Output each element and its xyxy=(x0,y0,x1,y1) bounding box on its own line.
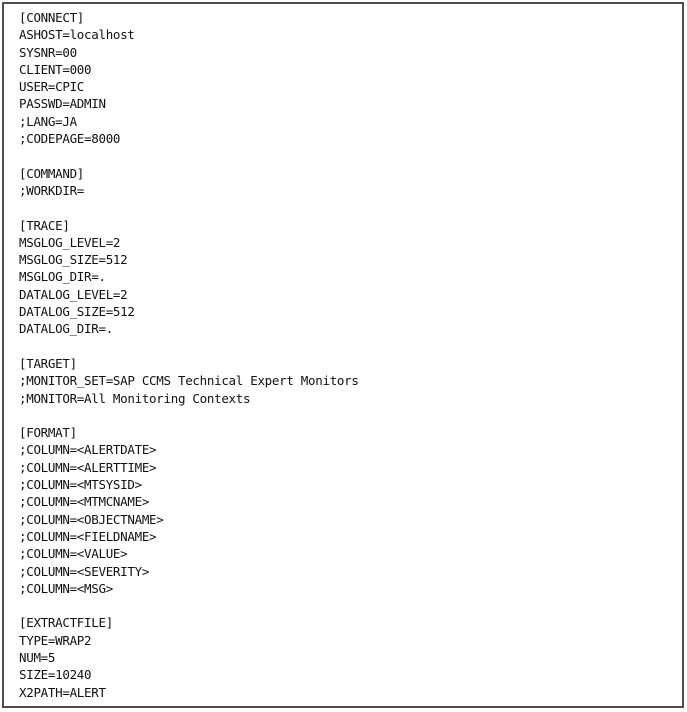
config-line: ;WORKDIR= xyxy=(19,182,85,198)
config-line: MSGLOG_LEVEL=2 xyxy=(19,234,121,250)
config-line: ;COLUMN=<ALERTTIME> xyxy=(19,459,157,475)
config-line: SIZE=10240 xyxy=(19,667,92,683)
config-line: ASHOST=localhost xyxy=(19,27,135,43)
section-header: [CONNECT] xyxy=(19,10,85,25)
config-line: SYSNR=00 xyxy=(19,44,77,60)
config-line: DATALOG_LEVEL=2 xyxy=(19,286,128,302)
config-line: ;COLUMN=<FIELDNAME> xyxy=(19,528,157,544)
config-section xyxy=(19,424,676,597)
config-line: CLIENT=000 xyxy=(19,61,92,77)
config-line: ;COLUMN=<MTMCNAME> xyxy=(19,494,150,510)
config-line: ;COLUMN=<MSG> xyxy=(19,580,113,596)
config-line: USER=CPIC xyxy=(19,79,85,95)
config-section xyxy=(19,614,676,700)
config-line: ;COLUMN=<VALUE> xyxy=(19,546,128,562)
config-line: TYPE=WRAP2 xyxy=(19,632,92,648)
config-line: ;LANG=JA xyxy=(19,113,77,129)
section-header: [FORMAT] xyxy=(19,425,77,441)
section-header: [TRACE] xyxy=(19,217,70,233)
config-line: PASSWD=ADMIN xyxy=(19,96,106,112)
config-section xyxy=(19,217,676,338)
config-line: DATALOG_DIR=. xyxy=(19,321,113,337)
config-section xyxy=(19,355,676,407)
config-line: MSGLOG_DIR=. xyxy=(19,269,106,285)
config-line: ;CODEPAGE=8000 xyxy=(19,131,121,147)
section-header: [EXTRACTFILE] xyxy=(19,615,113,631)
config-file-panel xyxy=(2,2,684,708)
config-line: ;MONITOR_SET=SAP CCMS Technical Expert Monitors xyxy=(19,373,359,389)
config-line: X2PATH=ALERT xyxy=(19,684,106,700)
config-line: ;COLUMN=<ALERTDATE> xyxy=(19,442,157,458)
config-section xyxy=(19,165,676,200)
config-line: MSGLOG_SIZE=512 xyxy=(19,252,128,268)
config-line: ;COLUMN=<SEVERITY> xyxy=(19,563,150,579)
config-line: ;COLUMN=<OBJECTNAME> xyxy=(19,511,164,527)
config-line: ;MONITOR=All Monitoring Contexts xyxy=(19,390,251,406)
config-text xyxy=(4,4,682,701)
config-section xyxy=(19,9,676,147)
section-header: [TARGET] xyxy=(19,355,77,371)
config-line: DATALOG_SIZE=512 xyxy=(19,304,135,320)
section-header: [COMMAND] xyxy=(19,165,85,181)
config-line: ;COLUMN=<MTSYSID> xyxy=(19,477,142,493)
config-line: NUM=5 xyxy=(19,649,56,665)
